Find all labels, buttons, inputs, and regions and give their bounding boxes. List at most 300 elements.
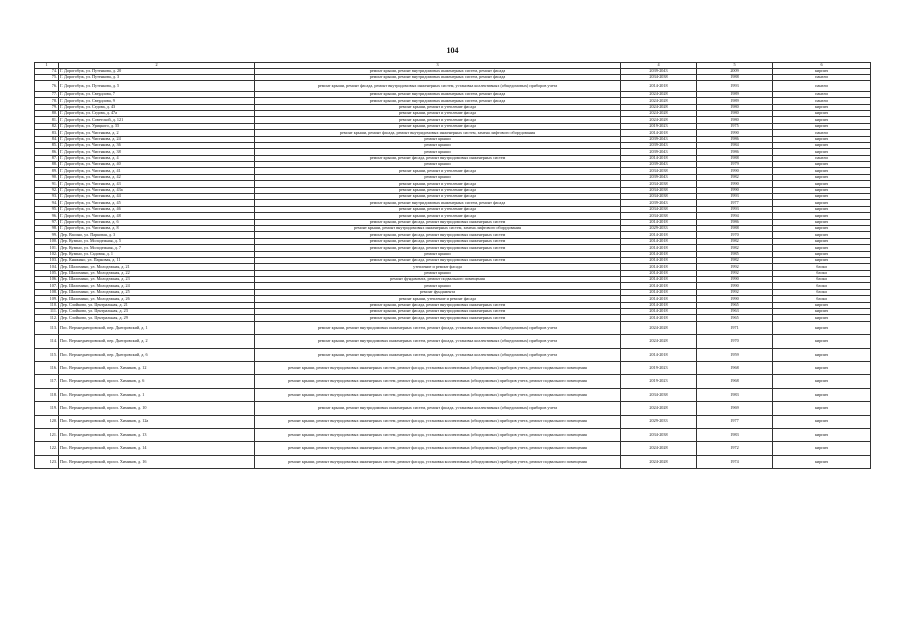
address-cell: Г. Дорогобуж, ул. Чистякова, д. 41 bbox=[59, 168, 255, 174]
period-cell: 2024-2028 bbox=[621, 98, 697, 104]
wall-material-cell: кирпич bbox=[773, 238, 871, 244]
works-cell: ремонт крыши, ремонт фасада, ремонт внутридомовых инженерных систем, замена лифтового оборудования bbox=[255, 130, 621, 136]
period-cell: 2014-2018 bbox=[621, 238, 697, 244]
row-number-cell: 100. bbox=[35, 238, 59, 244]
address-cell: Дер. Шаломино, ул. Молодежная, д. 23 bbox=[59, 277, 255, 283]
column-header: 2 bbox=[59, 63, 255, 69]
row-number-cell: 91. bbox=[35, 181, 59, 187]
row-number-cell: 115. bbox=[35, 348, 59, 361]
wall-material-cell: кирпич bbox=[773, 136, 871, 142]
period-cell: 2014-2018 bbox=[621, 296, 697, 302]
address-cell: Г. Дорогобуж, ул. Чистякова, д. 44 bbox=[59, 194, 255, 200]
row-number-cell: 112. bbox=[35, 315, 59, 321]
wall-material-cell: кирпич bbox=[773, 388, 871, 401]
period-cell: 2039-2043 bbox=[621, 68, 697, 74]
year-cell: 1989 bbox=[697, 98, 773, 104]
address-cell: Дер. Слойково, ул. Центральная, д. 21 bbox=[59, 302, 255, 308]
row-number-cell: 104. bbox=[35, 264, 59, 270]
table-row bbox=[35, 442, 871, 455]
works-cell: утепление и ремонт фасада bbox=[255, 264, 621, 270]
address-cell: Г. Дорогобуж, ул. Чистякова, д. 2 bbox=[59, 130, 255, 136]
table-row bbox=[35, 415, 871, 428]
period-cell: 2039-2043 bbox=[621, 136, 697, 142]
works-cell: ремонт крыши bbox=[255, 270, 621, 276]
wall-material-cell: кирпич bbox=[773, 309, 871, 315]
row-number-cell: 102. bbox=[35, 251, 59, 257]
period-cell: 2014-2018 bbox=[621, 289, 697, 295]
works-cell: ремонт крыши, ремонт фасада, ремонт внутридомовых инженерных систем bbox=[255, 219, 621, 225]
address-cell: Г. Дорогобуж, ул. Седова, д. 43 bbox=[59, 104, 255, 110]
period-cell: 2019-2023 bbox=[621, 362, 697, 375]
year-cell: 1977 bbox=[697, 200, 773, 206]
row-number-cell: 114. bbox=[35, 335, 59, 348]
row-number-cell: 121. bbox=[35, 428, 59, 441]
wall-material-cell: кирпич bbox=[773, 187, 871, 193]
works-cell: ремонт крыши, ремонт внутридомовых инженерных систем, ремонт фасада bbox=[255, 98, 621, 104]
wall-material-cell: кирпич bbox=[773, 402, 871, 415]
year-cell: 1965 bbox=[697, 315, 773, 321]
year-cell: 1982 bbox=[697, 245, 773, 251]
row-number-cell: 106. bbox=[35, 277, 59, 283]
works-cell: ремонт крыши, ремонт внутридомовых инженерных систем, ремонт фасада, установка коллективных (общедомовых) приборов учета, ремонт подвального помещения bbox=[255, 415, 621, 428]
year-cell: 1970 bbox=[697, 335, 773, 348]
repair-schedule-table bbox=[34, 62, 871, 469]
period-cell: 2014-2018 bbox=[621, 81, 697, 91]
year-cell: 1984 bbox=[697, 142, 773, 148]
period-cell: 2034-2038 bbox=[621, 74, 697, 80]
works-cell: ремонт крыши, ремонт и утепление фасада bbox=[255, 168, 621, 174]
year-cell: 1979 bbox=[697, 162, 773, 168]
wall-material-cell: кирпич bbox=[773, 123, 871, 129]
period-cell: 2014-2018 bbox=[621, 309, 697, 315]
wall-material-cell: кирпич bbox=[773, 245, 871, 251]
year-cell: 1980 bbox=[697, 117, 773, 123]
works-cell: ремонт крыши, ремонт и утепление фасада bbox=[255, 181, 621, 187]
works-cell: ремонт крыши, ремонт фасада, ремонт внутридомовых инженерных систем bbox=[255, 155, 621, 161]
address-cell: Дер. Княжино, ул. Парковая, д. 11 bbox=[59, 257, 255, 263]
address-cell: Дер. Слойково, ул. Центральная, д. 23 bbox=[59, 309, 255, 315]
table-body bbox=[35, 63, 871, 469]
table-row bbox=[35, 362, 871, 375]
works-cell: ремонт крыши bbox=[255, 149, 621, 155]
works-cell: ремонт крыши, ремонт фасада, ремонт внутридомовых инженерных систем, установка коллективных (общедомовых) приборов учета bbox=[255, 81, 621, 91]
column-header: 5 bbox=[697, 63, 773, 69]
period-cell: 2024-2028 bbox=[621, 402, 697, 415]
works-cell: ремонт крыши, ремонт внутридомовых инженерных систем, ремонт фасада bbox=[255, 91, 621, 97]
address-cell: Г. Дорогобуж, ул. Чистякова, д. 45 bbox=[59, 200, 255, 206]
address-cell: Дер. Кузино, ул. Садовая, д. 1 bbox=[59, 251, 255, 257]
address-cell: Г. Дорогобуж, ул. Путенкова, д. 20 bbox=[59, 68, 255, 74]
row-number-cell: 101. bbox=[35, 245, 59, 251]
address-cell: Г. Дорогобуж, ул. Чистякова, д. 36 bbox=[59, 142, 255, 148]
address-cell: Дер. Шаломино, ул. Молодежная, д. 22 bbox=[59, 270, 255, 276]
wall-material-cell: блоки bbox=[773, 264, 871, 270]
row-number-cell: 87. bbox=[35, 155, 59, 161]
address-cell: Дер. Кузино, ул. Молодежная, д. 5 bbox=[59, 238, 255, 244]
row-number-cell: 86. bbox=[35, 149, 59, 155]
wall-material-cell: панели bbox=[773, 130, 871, 136]
row-number-cell: 92. bbox=[35, 187, 59, 193]
address-cell: Дер. Васино, ул. Парковая, д. 3 bbox=[59, 232, 255, 238]
wall-material-cell: кирпич bbox=[773, 162, 871, 168]
wall-material-cell: панели bbox=[773, 91, 871, 97]
year-cell: 1992 bbox=[697, 264, 773, 270]
address-cell: Пос. Верхнеднепровский, пер. Днепровский, д. 1 bbox=[59, 321, 255, 334]
period-cell: 2024-2028 bbox=[621, 110, 697, 116]
row-number-cell: 109. bbox=[35, 296, 59, 302]
address-cell: Г. Дорогобуж, ул. Чистякова, д. 4 bbox=[59, 155, 255, 161]
row-number-cell: 117. bbox=[35, 375, 59, 388]
wall-material-cell: блоки bbox=[773, 277, 871, 283]
address-cell: Г. Дорогобуж, ул. Чистякова, д. 6 bbox=[59, 219, 255, 225]
wall-material-cell: кирпич bbox=[773, 442, 871, 455]
wall-material-cell: панели bbox=[773, 155, 871, 161]
period-cell: 2034-2038 bbox=[621, 194, 697, 200]
wall-material-cell: кирпич bbox=[773, 302, 871, 308]
period-cell: 2039-2043 bbox=[621, 149, 697, 155]
year-cell: 1980 bbox=[697, 110, 773, 116]
year-cell: 1993 bbox=[697, 194, 773, 200]
row-number-cell: 85. bbox=[35, 142, 59, 148]
works-cell: ремонт крыши, ремонт фасада, ремонт внутридомовых инженерных систем bbox=[255, 257, 621, 263]
wall-material-cell: кирпич bbox=[773, 213, 871, 219]
period-cell: 2039-2043 bbox=[621, 200, 697, 206]
year-cell: 1988 bbox=[697, 225, 773, 231]
period-cell: 2039-2043 bbox=[621, 142, 697, 148]
wall-material-cell: кирпич bbox=[773, 251, 871, 257]
wall-material-cell: кирпич bbox=[773, 321, 871, 334]
year-cell: 1971 bbox=[697, 321, 773, 334]
wall-material-cell: панели bbox=[773, 81, 871, 91]
address-cell: Дер. Шаломино, ул. Молодежная, д. 26 bbox=[59, 296, 255, 302]
row-number-cell: 103. bbox=[35, 257, 59, 263]
year-cell: 1980 bbox=[697, 104, 773, 110]
works-cell: ремонт фундамента, ремонт подвального помещения bbox=[255, 277, 621, 283]
row-number-cell: 96. bbox=[35, 213, 59, 219]
period-cell: 2014-2018 bbox=[621, 315, 697, 321]
period-cell: 2019-2023 bbox=[621, 123, 697, 129]
address-cell: Пос. Верхнеднепровский, просп. Химиков, д. 13 bbox=[59, 428, 255, 441]
period-cell: 2029-2033 bbox=[621, 415, 697, 428]
year-cell: 1969 bbox=[697, 402, 773, 415]
table-row bbox=[35, 348, 871, 361]
works-cell: ремонт крыши, ремонт внутридомовых инженерных систем, ремонт фасада, установка коллективных (общедомовых) приборов учета, ремонт подвального помещения bbox=[255, 375, 621, 388]
row-number-cell: 83. bbox=[35, 130, 59, 136]
works-cell: ремонт крыши, ремонт и утепление фасада bbox=[255, 110, 621, 116]
row-number-cell: 79. bbox=[35, 104, 59, 110]
wall-material-cell: кирпич bbox=[773, 257, 871, 263]
address-cell: Пос. Верхнеднепровский, просп. Химиков, д. 14 bbox=[59, 442, 255, 455]
works-cell: ремонт крыши bbox=[255, 162, 621, 168]
row-number-cell: 88. bbox=[35, 162, 59, 168]
row-number-cell: 107. bbox=[35, 283, 59, 289]
period-cell: 2034-2038 bbox=[621, 168, 697, 174]
year-cell: 1990 bbox=[697, 181, 773, 187]
works-cell: ремонт крыши, ремонт внутридомовых инженерных систем, ремонт фасада bbox=[255, 74, 621, 80]
address-cell: Дер. Слойково, ул. Центральная, д. 29 bbox=[59, 315, 255, 321]
year-cell: 1965 bbox=[697, 302, 773, 308]
works-cell: ремонт крыши, ремонт и утепление фасада bbox=[255, 187, 621, 193]
wall-material-cell: блоки bbox=[773, 270, 871, 276]
address-cell: Пос. Верхнеднепровский, просп. Химиков, д. 6 bbox=[59, 375, 255, 388]
wall-material-cell: кирпич bbox=[773, 181, 871, 187]
column-header: 4 bbox=[621, 63, 697, 69]
period-cell: 2014-2018 bbox=[621, 155, 697, 161]
works-cell: ремонт крыши, ремонт и утепление фасада bbox=[255, 104, 621, 110]
wall-material-cell: кирпич bbox=[773, 348, 871, 361]
period-cell: 2039-2043 bbox=[621, 162, 697, 168]
row-number-cell: 122. bbox=[35, 442, 59, 455]
address-cell: Дер. Шаломино, ул. Молодежная, д. 21 bbox=[59, 264, 255, 270]
column-header: 6 bbox=[773, 63, 871, 69]
period-cell: 2034-2038 bbox=[621, 206, 697, 212]
works-cell: ремонт крыши, ремонт внутридомовых инженерных систем, ремонт фасада, установка коллективных (общедомовых) приборов учета, ремонт подвального помещения bbox=[255, 455, 621, 468]
wall-material-cell: кирпич bbox=[773, 225, 871, 231]
address-cell: Г. Дорогобуж, ул. Чистякова, д. 8 bbox=[59, 225, 255, 231]
period-cell: 2014-2018 bbox=[621, 302, 697, 308]
period-cell: 2029-2033 bbox=[621, 225, 697, 231]
row-number-cell: 93. bbox=[35, 194, 59, 200]
row-number-cell: 76. bbox=[35, 81, 59, 91]
period-cell: 2034-2038 bbox=[621, 428, 697, 441]
period-cell: 2024-2028 bbox=[621, 455, 697, 468]
address-cell: Пос. Верхнеднепровский, пер. Днепровский, д. 6 bbox=[59, 348, 255, 361]
page-number: 104 bbox=[446, 46, 459, 55]
works-cell: ремонт крыши, ремонт и утепление фасада bbox=[255, 123, 621, 129]
row-number-cell: 77. bbox=[35, 91, 59, 97]
works-cell: ремонт крыши, утепление и ремонт фасада bbox=[255, 296, 621, 302]
table-row bbox=[35, 402, 871, 415]
year-cell: 2009 bbox=[697, 68, 773, 74]
row-number-cell: 97. bbox=[35, 219, 59, 225]
table-row bbox=[35, 428, 871, 441]
works-cell: ремонт крыши, ремонт и утепление фасада bbox=[255, 206, 621, 212]
wall-material-cell: кирпич bbox=[773, 428, 871, 441]
period-cell: 2014-2018 bbox=[621, 257, 697, 263]
address-cell: Г. Дорогобуж, ул. Свердлова, 7 bbox=[59, 91, 255, 97]
year-cell: 1982 bbox=[697, 174, 773, 180]
column-header: 3 bbox=[255, 63, 621, 69]
works-cell: ремонт крыши, ремонт фасада, ремонт внутридомовых инженерных систем bbox=[255, 309, 621, 315]
row-number-cell: 99. bbox=[35, 232, 59, 238]
wall-material-cell: кирпич bbox=[773, 194, 871, 200]
works-cell: ремонт крыши, ремонт внутридомовых инженерных систем, ремонт фасада, установка коллективных (общедомовых) приборов учета bbox=[255, 402, 621, 415]
works-cell: ремонт крыши, ремонт внутридомовых инженерных систем, ремонт фасада, установка коллективных (общедомовых) приборов учета, ремонт подвального помещения bbox=[255, 362, 621, 375]
works-cell: ремонт крыши, ремонт и утепление фасада bbox=[255, 117, 621, 123]
year-cell: 1988 bbox=[697, 155, 773, 161]
period-cell: 2024-2028 bbox=[621, 335, 697, 348]
period-cell: 2034-2038 bbox=[621, 187, 697, 193]
period-cell: 2024-2028 bbox=[621, 321, 697, 334]
row-number-cell: 89. bbox=[35, 168, 59, 174]
address-cell: Г. Дорогобуж, ул. Чистякова, д. 43 bbox=[59, 181, 255, 187]
year-cell: 1989 bbox=[697, 91, 773, 97]
row-number-cell: 81. bbox=[35, 117, 59, 123]
wall-material-cell: кирпич bbox=[773, 455, 871, 468]
address-cell: Г. Дорогобуж, ул. Седова, д. 47а bbox=[59, 110, 255, 116]
row-number-cell: 110. bbox=[35, 302, 59, 308]
year-cell: 1994 bbox=[697, 213, 773, 219]
year-cell: 1986 bbox=[697, 149, 773, 155]
row-number-cell: 74. bbox=[35, 68, 59, 74]
address-cell: Пос. Верхнеднепровский, просп. Химиков, д. 1 bbox=[59, 388, 255, 401]
address-cell: Пос. Верхнеднепровский, пер. Днепровский, д. 2 bbox=[59, 335, 255, 348]
year-cell: 1975 bbox=[697, 123, 773, 129]
works-cell: ремонт крыши, ремонт внутридомовых инженерных систем, ремонт фасада bbox=[255, 68, 621, 74]
wall-material-cell: кирпич bbox=[773, 335, 871, 348]
works-cell: ремонт крыши, ремонт внутридомовых инженерных систем, ремонт фасада, установка коллективных (общедомовых) приборов учета, ремонт подвального помещения bbox=[255, 442, 621, 455]
works-cell: ремонт крыши, ремонт внутридомовых инженерных систем, ремонт фасада, установка коллективных (общедомовых) приборов учета, ремонт подвального помещения bbox=[255, 428, 621, 441]
table-row bbox=[35, 335, 871, 348]
wall-material-cell: кирпич bbox=[773, 104, 871, 110]
table-row bbox=[35, 388, 871, 401]
works-cell: ремонт крыши bbox=[255, 283, 621, 289]
address-cell: Пос. Верхнеднепровский, просп. Химиков, д. 16 bbox=[59, 455, 255, 468]
works-cell: ремонт крыши, ремонт фасада, ремонт внутридомовых инженерных систем bbox=[255, 245, 621, 251]
row-number-cell: 116. bbox=[35, 362, 59, 375]
period-cell: 2034-2038 bbox=[621, 388, 697, 401]
period-cell: 2014-2018 bbox=[621, 348, 697, 361]
works-cell: ремонт крыши bbox=[255, 174, 621, 180]
period-cell: 2014-2018 bbox=[621, 219, 697, 225]
wall-material-cell: кирпич bbox=[773, 200, 871, 206]
period-cell: 2014-2018 bbox=[621, 270, 697, 276]
row-number-cell: 78. bbox=[35, 98, 59, 104]
works-cell: ремонт крыши, ремонт фасада, ремонт внутридомовых инженерных систем bbox=[255, 232, 621, 238]
period-cell: 2034-2038 bbox=[621, 181, 697, 187]
works-cell: ремонт крыши, ремонт и утепление фасада bbox=[255, 194, 621, 200]
wall-material-cell: кирпич bbox=[773, 68, 871, 74]
year-cell: 1993 bbox=[697, 206, 773, 212]
year-cell: 1983 bbox=[697, 388, 773, 401]
year-cell: 1990 bbox=[697, 277, 773, 283]
works-cell: ремонт крыши, ремонт внутридомовых инженерных систем, ремонт фасада, установка коллективных (общедомовых) приборов учета, ремонт подвального помещения bbox=[255, 388, 621, 401]
year-cell: 1977 bbox=[697, 415, 773, 428]
period-cell: 2014-2018 bbox=[621, 251, 697, 257]
year-cell: 1985 bbox=[697, 251, 773, 257]
address-cell: Пос. Верхнеднепровский, просп. Химиков, д. 10 bbox=[59, 402, 255, 415]
row-number-cell: 82. bbox=[35, 123, 59, 129]
year-cell: 1974 bbox=[697, 455, 773, 468]
address-cell: Г. Дорогобуж, ул. Путенкова, д. 5 bbox=[59, 81, 255, 91]
wall-material-cell: блоки bbox=[773, 283, 871, 289]
wall-material-cell: блоки bbox=[773, 296, 871, 302]
row-number-cell: 95. bbox=[35, 206, 59, 212]
wall-material-cell: кирпич bbox=[773, 206, 871, 212]
row-number-cell: 119. bbox=[35, 402, 59, 415]
wall-material-cell: кирпич bbox=[773, 219, 871, 225]
wall-material-cell: кирпич bbox=[773, 315, 871, 321]
works-cell: ремонт фундамента bbox=[255, 289, 621, 295]
wall-material-cell: кирпич bbox=[773, 232, 871, 238]
year-cell: 1993 bbox=[697, 81, 773, 91]
year-cell: 1990 bbox=[697, 283, 773, 289]
row-number-cell: 94. bbox=[35, 200, 59, 206]
table-row bbox=[35, 81, 871, 91]
period-cell: 2014-2018 bbox=[621, 264, 697, 270]
address-cell: Г. Дорогобуж, ул. Урицкого, д. 55 bbox=[59, 123, 255, 129]
row-number-cell: 111. bbox=[35, 309, 59, 315]
address-cell: Дер. Кузино, ул. Молодежная, д. 7 bbox=[59, 245, 255, 251]
wall-material-cell: кирпич bbox=[773, 375, 871, 388]
year-cell: 1968 bbox=[697, 362, 773, 375]
table-row bbox=[35, 375, 871, 388]
address-cell: Дер. Шаломино, ул. Молодежная, д. 24 bbox=[59, 283, 255, 289]
period-cell: 2039-2043 bbox=[621, 174, 697, 180]
row-number-cell: 80. bbox=[35, 110, 59, 116]
row-number-cell: 84. bbox=[35, 136, 59, 142]
row-number-cell: 118. bbox=[35, 388, 59, 401]
works-cell: ремонт крыши, ремонт фасада, ремонт внутридомовых инженерных систем bbox=[255, 238, 621, 244]
period-cell: 2024-2028 bbox=[621, 442, 697, 455]
wall-material-cell: кирпич bbox=[773, 110, 871, 116]
period-cell: 2024-2028 bbox=[621, 91, 697, 97]
table-row bbox=[35, 321, 871, 334]
wall-material-cell: кирпич bbox=[773, 142, 871, 148]
address-cell: Г. Дорогобуж, ул. Чистякова, д. 46 bbox=[59, 206, 255, 212]
address-cell: Г. Дорогобуж, ул. Советской, д. 121 bbox=[59, 117, 255, 123]
year-cell: 1992 bbox=[697, 270, 773, 276]
works-cell: ремонт крыши, ремонт внутридомовых инженерных систем, ремонт фасада, установка коллективных (общедомовых) приборов учета bbox=[255, 321, 621, 334]
address-cell: Г. Дорогобуж, ул. Путенкова, д. 3 bbox=[59, 74, 255, 80]
period-cell: 2019-2023 bbox=[621, 375, 697, 388]
row-number-cell: 105. bbox=[35, 270, 59, 276]
year-cell: 1970 bbox=[697, 232, 773, 238]
year-cell: 1992 bbox=[697, 289, 773, 295]
works-cell: ремонт крыши, ремонт внутридомовых инженерных систем, замена лифтового оборудования bbox=[255, 225, 621, 231]
year-cell: 1986 bbox=[697, 219, 773, 225]
row-number-cell: 108. bbox=[35, 289, 59, 295]
year-cell: 1990 bbox=[697, 187, 773, 193]
wall-material-cell: кирпич bbox=[773, 415, 871, 428]
works-cell: ремонт крыши, ремонт и утепление фасада bbox=[255, 213, 621, 219]
wall-material-cell: панели bbox=[773, 74, 871, 80]
year-cell: 1990 bbox=[697, 168, 773, 174]
address-cell: Г. Дорогобуж, ул. Чистякова, д. 38 bbox=[59, 149, 255, 155]
year-cell: 1968 bbox=[697, 375, 773, 388]
address-cell: Дер. Шаломино, ул. Молодежная, д. 25 bbox=[59, 289, 255, 295]
year-cell: 1990 bbox=[697, 130, 773, 136]
address-cell: Г. Дорогобуж, ул. Чистякова, д. 43а bbox=[59, 187, 255, 193]
address-cell: Г. Дорогобуж, ул. Чистякова, д. 42 bbox=[59, 174, 255, 180]
wall-material-cell: кирпич bbox=[773, 117, 871, 123]
works-cell: ремонт крыши bbox=[255, 136, 621, 142]
wall-material-cell: кирпич bbox=[773, 174, 871, 180]
address-cell: Г. Дорогобуж, ул. Свердлова, 9 bbox=[59, 98, 255, 104]
address-cell: Пос. Верхнеднепровский, просп. Химиков, д. 12а bbox=[59, 415, 255, 428]
period-cell: 2014-2018 bbox=[621, 130, 697, 136]
year-cell: 1963 bbox=[697, 309, 773, 315]
wall-material-cell: блоки bbox=[773, 289, 871, 295]
year-cell: 1959 bbox=[697, 348, 773, 361]
address-cell: Г. Дорогобуж, ул. Чистякова, д. 40 bbox=[59, 162, 255, 168]
year-cell: 1972 bbox=[697, 442, 773, 455]
address-cell: Г. Дорогобуж, ул. Чистякова, д. 48 bbox=[59, 213, 255, 219]
year-cell: 1982 bbox=[697, 257, 773, 263]
table-row bbox=[35, 455, 871, 468]
period-cell: 2014-2018 bbox=[621, 283, 697, 289]
row-number-cell: 113. bbox=[35, 321, 59, 334]
period-cell: 2014-2018 bbox=[621, 245, 697, 251]
works-cell: ремонт крыши bbox=[255, 251, 621, 257]
row-number-cell: 75. bbox=[35, 74, 59, 80]
wall-material-cell: кирпич bbox=[773, 362, 871, 375]
period-cell: 2014-2018 bbox=[621, 232, 697, 238]
wall-material-cell: панели bbox=[773, 98, 871, 104]
row-number-cell: 123. bbox=[35, 455, 59, 468]
address-cell: Пос. Верхнеднепровский, просп. Химиков, д. 12 bbox=[59, 362, 255, 375]
row-number-cell: 120. bbox=[35, 415, 59, 428]
